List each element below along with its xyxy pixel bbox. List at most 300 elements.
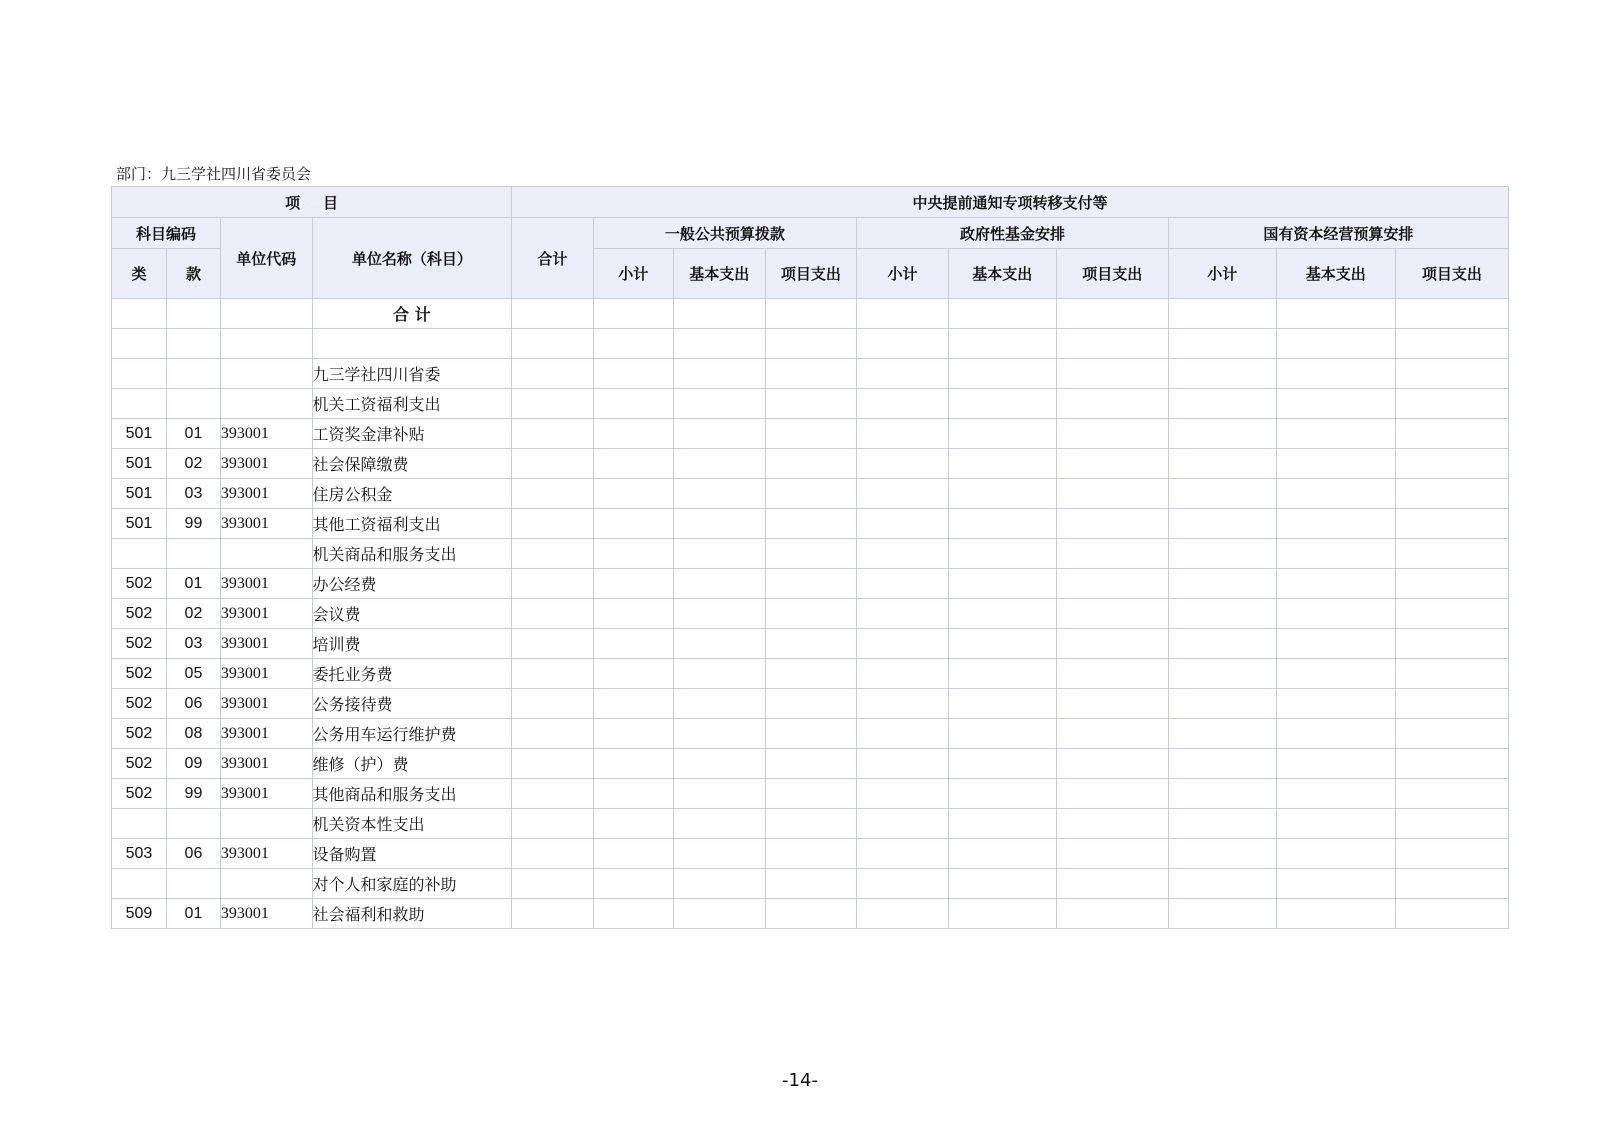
- amount-cell: [857, 419, 949, 449]
- amount-cell: [1168, 329, 1276, 359]
- amount-cell: [765, 389, 857, 419]
- unit-name-cell: 维修（护）费: [312, 749, 512, 779]
- header-class: 类: [112, 249, 167, 299]
- amount-cell: [673, 659, 765, 689]
- amount-cell: [1168, 419, 1276, 449]
- amount-cell: [1395, 869, 1508, 899]
- item-cell: 03: [166, 479, 220, 509]
- amount-cell: [1395, 479, 1508, 509]
- amount-cell: [512, 839, 593, 869]
- table-body: [112, 299, 1509, 929]
- header-subject-code: 科目编码: [112, 218, 221, 249]
- amount-cell: [857, 479, 949, 509]
- item-cell: [166, 869, 220, 899]
- class-cell: 509: [112, 899, 167, 929]
- amount-cell: [857, 299, 949, 329]
- amount-cell: [1395, 539, 1508, 569]
- unit-name-cell: 社会福利和救助: [312, 899, 512, 929]
- class-cell: [112, 329, 167, 359]
- table-row: [112, 659, 1509, 689]
- amount-cell: [1056, 629, 1168, 659]
- unit-code-cell: [220, 329, 312, 359]
- amount-cell: [593, 539, 673, 569]
- amount-cell: [673, 419, 765, 449]
- unit-code-cell: 393001: [220, 449, 312, 479]
- class-cell: 502: [112, 629, 167, 659]
- amount-cell: [857, 569, 949, 599]
- amount-cell: [765, 419, 857, 449]
- amount-cell: [673, 599, 765, 629]
- amount-cell: [1276, 359, 1395, 389]
- amount-cell: [765, 359, 857, 389]
- amount-cell: [857, 329, 949, 359]
- unit-name-cell: 设备购置: [312, 839, 512, 869]
- amount-cell: [512, 389, 593, 419]
- class-cell: [112, 359, 167, 389]
- amount-cell: [765, 479, 857, 509]
- amount-cell: [765, 509, 857, 539]
- amount-cell: [1276, 719, 1395, 749]
- header-basic-expense: 基本支出: [1276, 249, 1395, 299]
- item-cell: 01: [166, 419, 220, 449]
- amount-cell: [1168, 809, 1276, 839]
- table-row: [112, 869, 1509, 899]
- amount-cell: [673, 809, 765, 839]
- unit-name-cell: 住房公积金: [312, 479, 512, 509]
- item-cell: 99: [166, 779, 220, 809]
- amount-cell: [1395, 629, 1508, 659]
- amount-cell: [673, 479, 765, 509]
- amount-cell: [857, 449, 949, 479]
- amount-cell: [857, 539, 949, 569]
- amount-cell: [948, 389, 1056, 419]
- item-cell: 06: [166, 839, 220, 869]
- amount-cell: [593, 659, 673, 689]
- unit-code-cell: 393001: [220, 839, 312, 869]
- amount-cell: [1056, 569, 1168, 599]
- amount-cell: [1395, 809, 1508, 839]
- table-row: [112, 479, 1509, 509]
- amount-cell: [857, 689, 949, 719]
- unit-code-cell: [220, 359, 312, 389]
- amount-cell: [857, 749, 949, 779]
- amount-cell: [948, 749, 1056, 779]
- amount-cell: [1276, 569, 1395, 599]
- amount-cell: [1395, 569, 1508, 599]
- amount-cell: [1168, 899, 1276, 929]
- table-row: [112, 359, 1509, 389]
- amount-cell: [948, 659, 1056, 689]
- header-unit-name: 单位名称（科目）: [312, 218, 512, 299]
- amount-cell: [1168, 479, 1276, 509]
- amount-cell: [1395, 299, 1508, 329]
- amount-cell: [1168, 659, 1276, 689]
- amount-cell: [673, 359, 765, 389]
- header-gov-fund: 政府性基金安排: [857, 218, 1169, 249]
- amount-cell: [512, 749, 593, 779]
- amount-cell: [1168, 749, 1276, 779]
- amount-cell: [765, 539, 857, 569]
- amount-cell: [1056, 659, 1168, 689]
- amount-cell: [512, 869, 593, 899]
- header-general-budget: 一般公共预算拨款: [593, 218, 857, 249]
- amount-cell: [948, 629, 1056, 659]
- amount-cell: [593, 329, 673, 359]
- amount-cell: [1056, 359, 1168, 389]
- amount-cell: [593, 839, 673, 869]
- amount-cell: [673, 899, 765, 929]
- amount-cell: [1056, 749, 1168, 779]
- amount-cell: [948, 359, 1056, 389]
- amount-cell: [512, 659, 593, 689]
- table-row: [112, 299, 1509, 329]
- unit-name-cell: 对个人和家庭的补助: [312, 869, 512, 899]
- amount-cell: [765, 689, 857, 719]
- amount-cell: [948, 419, 1056, 449]
- amount-cell: [593, 629, 673, 659]
- item-cell: 01: [166, 899, 220, 929]
- amount-cell: [1056, 869, 1168, 899]
- amount-cell: [1276, 449, 1395, 479]
- amount-cell: [765, 659, 857, 689]
- item-cell: 01: [166, 569, 220, 599]
- amount-cell: [1395, 749, 1508, 779]
- unit-name-cell: 其他商品和服务支出: [312, 779, 512, 809]
- table-row: [112, 749, 1509, 779]
- amount-cell: [1395, 329, 1508, 359]
- class-cell: [112, 869, 167, 899]
- class-cell: 502: [112, 599, 167, 629]
- amount-cell: [593, 299, 673, 329]
- unit-name-cell: 办公经费: [312, 569, 512, 599]
- unit-name-cell: 机关资本性支出: [312, 809, 512, 839]
- header-basic-expense: 基本支出: [948, 249, 1056, 299]
- amount-cell: [765, 719, 857, 749]
- amount-cell: [1276, 749, 1395, 779]
- amount-cell: [857, 599, 949, 629]
- header-subtotal: 小计: [593, 249, 673, 299]
- amount-cell: [1276, 899, 1395, 929]
- amount-cell: [1056, 299, 1168, 329]
- item-cell: 02: [166, 449, 220, 479]
- header-item: 款: [166, 249, 220, 299]
- amount-cell: [673, 539, 765, 569]
- class-cell: 501: [112, 449, 167, 479]
- amount-cell: [1395, 839, 1508, 869]
- amount-cell: [1395, 449, 1508, 479]
- amount-cell: [857, 629, 949, 659]
- amount-cell: [1056, 719, 1168, 749]
- amount-cell: [1168, 509, 1276, 539]
- table-row: [112, 599, 1509, 629]
- class-cell: [112, 809, 167, 839]
- unit-name-cell: 机关工资福利支出: [312, 389, 512, 419]
- amount-cell: [593, 449, 673, 479]
- unit-name-cell: 机关商品和服务支出: [312, 539, 512, 569]
- item-cell: [166, 389, 220, 419]
- class-cell: 501: [112, 509, 167, 539]
- budget-table: [111, 186, 1509, 929]
- amount-cell: [1395, 659, 1508, 689]
- amount-cell: [593, 359, 673, 389]
- amount-cell: [512, 569, 593, 599]
- amount-cell: [1395, 779, 1508, 809]
- table-row: [112, 329, 1509, 359]
- amount-cell: [673, 779, 765, 809]
- unit-name-cell: 合 计: [312, 299, 512, 329]
- amount-cell: [1276, 689, 1395, 719]
- unit-name-cell: 社会保障缴费: [312, 449, 512, 479]
- amount-cell: [1168, 839, 1276, 869]
- amount-cell: [673, 869, 765, 899]
- amount-cell: [673, 449, 765, 479]
- amount-cell: [1395, 899, 1508, 929]
- unit-code-cell: 393001: [220, 749, 312, 779]
- unit-code-cell: 393001: [220, 689, 312, 719]
- amount-cell: [857, 809, 949, 839]
- item-cell: 99: [166, 509, 220, 539]
- header-central-transfer: 中央提前通知专项转移支付等: [512, 187, 1509, 218]
- amount-cell: [512, 449, 593, 479]
- amount-cell: [512, 779, 593, 809]
- unit-name-cell: 公务接待费: [312, 689, 512, 719]
- amount-cell: [1395, 359, 1508, 389]
- unit-code-cell: 393001: [220, 779, 312, 809]
- item-cell: [166, 539, 220, 569]
- item-cell: [166, 329, 220, 359]
- amount-cell: [1276, 329, 1395, 359]
- amount-cell: [593, 749, 673, 779]
- class-cell: [112, 299, 167, 329]
- amount-cell: [1276, 629, 1395, 659]
- amount-cell: [593, 809, 673, 839]
- amount-cell: [1395, 689, 1508, 719]
- amount-cell: [673, 719, 765, 749]
- table-row: [112, 449, 1509, 479]
- table-row: [112, 809, 1509, 839]
- amount-cell: [857, 659, 949, 689]
- amount-cell: [948, 479, 1056, 509]
- item-cell: 02: [166, 599, 220, 629]
- amount-cell: [1276, 839, 1395, 869]
- amount-cell: [1276, 539, 1395, 569]
- amount-cell: [765, 779, 857, 809]
- item-cell: 09: [166, 749, 220, 779]
- header-project: 项 . . . 目: [112, 187, 512, 218]
- unit-code-cell: [220, 389, 312, 419]
- table-row: [112, 719, 1509, 749]
- unit-name-cell: 培训费: [312, 629, 512, 659]
- amount-cell: [765, 809, 857, 839]
- amount-cell: [673, 299, 765, 329]
- amount-cell: [512, 329, 593, 359]
- amount-cell: [765, 869, 857, 899]
- unit-code-cell: [220, 299, 312, 329]
- amount-cell: [512, 689, 593, 719]
- class-cell: 503: [112, 839, 167, 869]
- amount-cell: [1168, 629, 1276, 659]
- amount-cell: [948, 839, 1056, 869]
- table-row: [112, 839, 1509, 869]
- item-cell: 05: [166, 659, 220, 689]
- amount-cell: [765, 569, 857, 599]
- header-project-expense: 项目支出: [1056, 249, 1168, 299]
- amount-cell: [673, 749, 765, 779]
- unit-name-cell: 其他工资福利支出: [312, 509, 512, 539]
- amount-cell: [512, 719, 593, 749]
- department-label: 部门：九三学社四川省委员会: [116, 165, 312, 183]
- amount-cell: [948, 539, 1056, 569]
- amount-cell: [512, 419, 593, 449]
- amount-cell: [1056, 599, 1168, 629]
- amount-cell: [948, 569, 1056, 599]
- amount-cell: [948, 719, 1056, 749]
- amount-cell: [1395, 719, 1508, 749]
- unit-code-cell: [220, 809, 312, 839]
- amount-cell: [1395, 389, 1508, 419]
- item-cell: [166, 299, 220, 329]
- amount-cell: [593, 479, 673, 509]
- class-cell: 502: [112, 749, 167, 779]
- amount-cell: [673, 329, 765, 359]
- amount-cell: [948, 509, 1056, 539]
- amount-cell: [1168, 719, 1276, 749]
- amount-cell: [512, 809, 593, 839]
- amount-cell: [948, 449, 1056, 479]
- amount-cell: [1168, 449, 1276, 479]
- amount-cell: [593, 719, 673, 749]
- amount-cell: [1395, 509, 1508, 539]
- header-subtotal: 小计: [1168, 249, 1276, 299]
- header-state-capital: 国有资本经营预算安排: [1168, 218, 1508, 249]
- table-row: [112, 689, 1509, 719]
- amount-cell: [948, 869, 1056, 899]
- table-row: [112, 899, 1509, 929]
- unit-code-cell: 393001: [220, 509, 312, 539]
- amount-cell: [593, 779, 673, 809]
- amount-cell: [765, 629, 857, 659]
- amount-cell: [765, 839, 857, 869]
- class-cell: 501: [112, 419, 167, 449]
- amount-cell: [857, 359, 949, 389]
- amount-cell: [1168, 599, 1276, 629]
- table-row: [112, 509, 1509, 539]
- amount-cell: [1276, 479, 1395, 509]
- unit-name-cell: 公务用车运行维护费: [312, 719, 512, 749]
- class-cell: [112, 389, 167, 419]
- amount-cell: [948, 599, 1056, 629]
- amount-cell: [593, 869, 673, 899]
- class-cell: 502: [112, 659, 167, 689]
- amount-cell: [512, 599, 593, 629]
- header-subtotal: 小计: [857, 249, 949, 299]
- unit-name-cell: 九三学社四川省委: [312, 359, 512, 389]
- amount-cell: [765, 599, 857, 629]
- unit-name-cell: [312, 329, 512, 359]
- class-cell: [112, 539, 167, 569]
- amount-cell: [1395, 419, 1508, 449]
- amount-cell: [1168, 779, 1276, 809]
- page-number: -14-: [782, 1070, 818, 1091]
- unit-code-cell: 393001: [220, 599, 312, 629]
- item-cell: [166, 809, 220, 839]
- unit-code-cell: 393001: [220, 479, 312, 509]
- unit-name-cell: 工资奖金津补贴: [312, 419, 512, 449]
- amount-cell: [1056, 779, 1168, 809]
- amount-cell: [512, 359, 593, 389]
- amount-cell: [1276, 299, 1395, 329]
- amount-cell: [1168, 539, 1276, 569]
- class-cell: 502: [112, 719, 167, 749]
- table-row: [112, 629, 1509, 659]
- header-basic-expense: 基本支出: [673, 249, 765, 299]
- amount-cell: [512, 479, 593, 509]
- amount-cell: [593, 569, 673, 599]
- amount-cell: [1168, 299, 1276, 329]
- amount-cell: [593, 389, 673, 419]
- amount-cell: [1056, 809, 1168, 839]
- item-cell: 06: [166, 689, 220, 719]
- amount-cell: [765, 749, 857, 779]
- table-row: [112, 539, 1509, 569]
- unit-code-cell: 393001: [220, 569, 312, 599]
- amount-cell: [1276, 389, 1395, 419]
- amount-cell: [1056, 419, 1168, 449]
- amount-cell: [948, 329, 1056, 359]
- unit-code-cell: [220, 869, 312, 899]
- amount-cell: [1168, 869, 1276, 899]
- amount-cell: [765, 329, 857, 359]
- amount-cell: [673, 629, 765, 659]
- amount-cell: [1168, 569, 1276, 599]
- amount-cell: [1056, 449, 1168, 479]
- unit-name-cell: 委托业务费: [312, 659, 512, 689]
- unit-code-cell: [220, 539, 312, 569]
- unit-code-cell: 393001: [220, 899, 312, 929]
- amount-cell: [1056, 329, 1168, 359]
- amount-cell: [673, 569, 765, 599]
- item-cell: 03: [166, 629, 220, 659]
- class-cell: 502: [112, 779, 167, 809]
- amount-cell: [857, 389, 949, 419]
- amount-cell: [593, 899, 673, 929]
- class-cell: 502: [112, 569, 167, 599]
- amount-cell: [593, 419, 673, 449]
- amount-cell: [512, 509, 593, 539]
- table-row: [112, 389, 1509, 419]
- item-cell: [166, 359, 220, 389]
- amount-cell: [1056, 899, 1168, 929]
- amount-cell: [673, 839, 765, 869]
- amount-cell: [593, 689, 673, 719]
- amount-cell: [512, 539, 593, 569]
- amount-cell: [948, 899, 1056, 929]
- amount-cell: [1276, 659, 1395, 689]
- header-project-expense: 项目支出: [765, 249, 857, 299]
- amount-cell: [948, 689, 1056, 719]
- amount-cell: [857, 719, 949, 749]
- table-header: [112, 187, 1509, 299]
- amount-cell: [948, 809, 1056, 839]
- amount-cell: [673, 509, 765, 539]
- amount-cell: [857, 869, 949, 899]
- amount-cell: [765, 299, 857, 329]
- amount-cell: [1276, 599, 1395, 629]
- amount-cell: [1056, 689, 1168, 719]
- amount-cell: [857, 839, 949, 869]
- amount-cell: [1056, 509, 1168, 539]
- amount-cell: [1056, 539, 1168, 569]
